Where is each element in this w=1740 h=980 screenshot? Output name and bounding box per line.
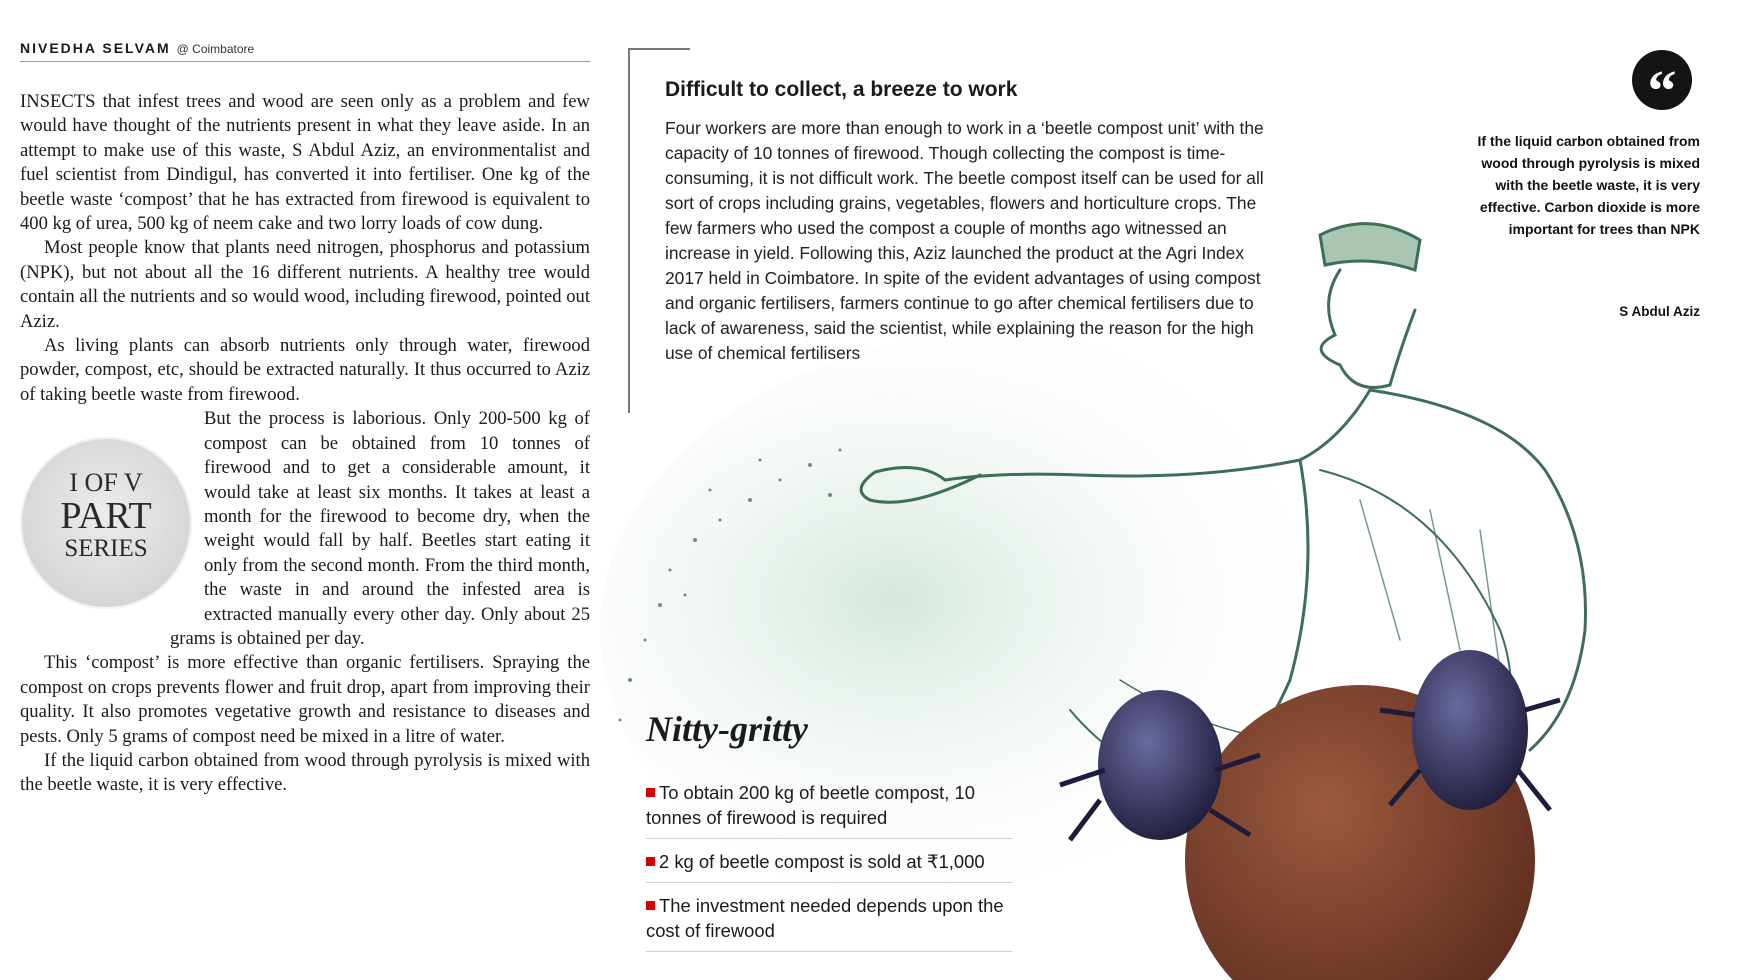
list-item-text: To obtain 200 kg of beetle compost, 10 tonnes of firewood is required	[646, 782, 975, 828]
series-badge-line3: SERIES	[64, 535, 148, 563]
list-item	[646, 893, 1012, 952]
pull-quote: If the liquid carbon obtained from wood through pyrolysis is mixed with the beetle waste, it is very effective. Carbon dioxide is more important for trees than NPK	[1477, 133, 1700, 237]
byline-author: NIVEDHA SELVAM	[20, 40, 171, 56]
list-item	[646, 780, 1012, 839]
article-paragraph: As living plants can absorb nutrients only through water, firewood powder, compost, etc, should be extracted naturally. It thus occurred to Aziz of taking beetle waste from firewood.	[20, 335, 590, 405]
list-item-text: The investment needed depends upon the cost of firewood	[646, 895, 1004, 941]
article-body	[20, 90, 590, 980]
sidebar-body: Four workers are more than enough to work in a ‘beetle compost unit’ with the capacity of 10 tonnes of firewood. Though collecting the compost is time-consuming, it is not difficult work. The beetle compost itself can be used for all sort of crops including grains, vegetables, flowers and horticulture crops. The few farmers who used the compost a couple of months ago witnessed an increase in yield. Following this, Aziz launched the product at the Agri Index 2017 held in Coimbatore. In spite of the evident advantages of using compost and organic fertilisers, farmers continue to go after chemical fertilisers due to lack of awareness, said the scientist, while explaining the reason for the high use of chemical fertilisers	[665, 118, 1264, 363]
nitty-gritty-title: Nitty-gritty	[646, 709, 808, 749]
sidebar-rule-vertical	[628, 48, 630, 413]
pull-quote-author: S Abdul Aziz	[1619, 304, 1700, 319]
series-badge	[20, 437, 192, 609]
series-badge-line2: PART	[60, 495, 152, 538]
list-item-text: 2 kg of beetle compost is sold at ₹1,000	[659, 851, 985, 872]
list-item	[646, 849, 1012, 883]
sidebar-heading: Difficult to collect, a breeze to work	[665, 78, 1018, 101]
article-paragraph: But the process is laborious. Only 200-500 kg of compost can be obtained from 10 tonnes of firewood and to get a considerable amount, it would take at least six months. It takes at least a month for the firewood to become dry, when the weight would fall by half. Beetles start eating it only from the second month. From the third month, the waste in and around the infested area is extracted manually every other day. Only about 25 grams is obtained per day.	[170, 408, 590, 649]
bullet-icon	[646, 901, 655, 910]
sidebar-rule-horizontal	[628, 48, 690, 50]
badge-wrap	[20, 407, 590, 651]
bullet-icon	[646, 788, 655, 797]
article-paragraph: Most people know that plants need nitrogen, phosphorus and potassium (NPK), but not about all the 16 different nutrients. A healthy tree would contain all the nutrients and so would wood, including firewood, pointed out Aziz.	[20, 237, 590, 332]
bullet-icon	[646, 857, 655, 866]
article-paragraph: If the liquid carbon obtained from wood through pyrolysis is mixed with the beetle waste, it is very effective.	[20, 749, 590, 796]
byline	[20, 40, 590, 62]
article-paragraph: INSECTS that infest trees and wood are seen only as a problem and few would have thought of the nutrients present in what they leave aside. In an attempt to make use of this waste, S Abdul Aziz, an environmentalist and fuel scientist from Dindigul, has converted it into fertiliser. One kg of the beetle waste ‘compost’ that he has extracted from firewood is equivalent to 400 kg of urea, 500 kg of neem cake and two lorry loads of cow dung.	[20, 91, 590, 235]
byline-location: @ Coimbatore	[176, 42, 255, 56]
series-badge-line1: I OF V	[69, 468, 143, 498]
article-paragraph: This ‘compost’ is more effective than organic fertilisers. Spraying the compost on crops prevents flower and fruit drop, apart from improving their quality. It also promotes vegetative growth and resistance to diseases and pests. Only 5 grams of compost need be mixed in a litre of water.	[20, 652, 590, 747]
quote-mark-icon: “	[1632, 50, 1692, 110]
nitty-gritty-list	[646, 780, 1012, 962]
